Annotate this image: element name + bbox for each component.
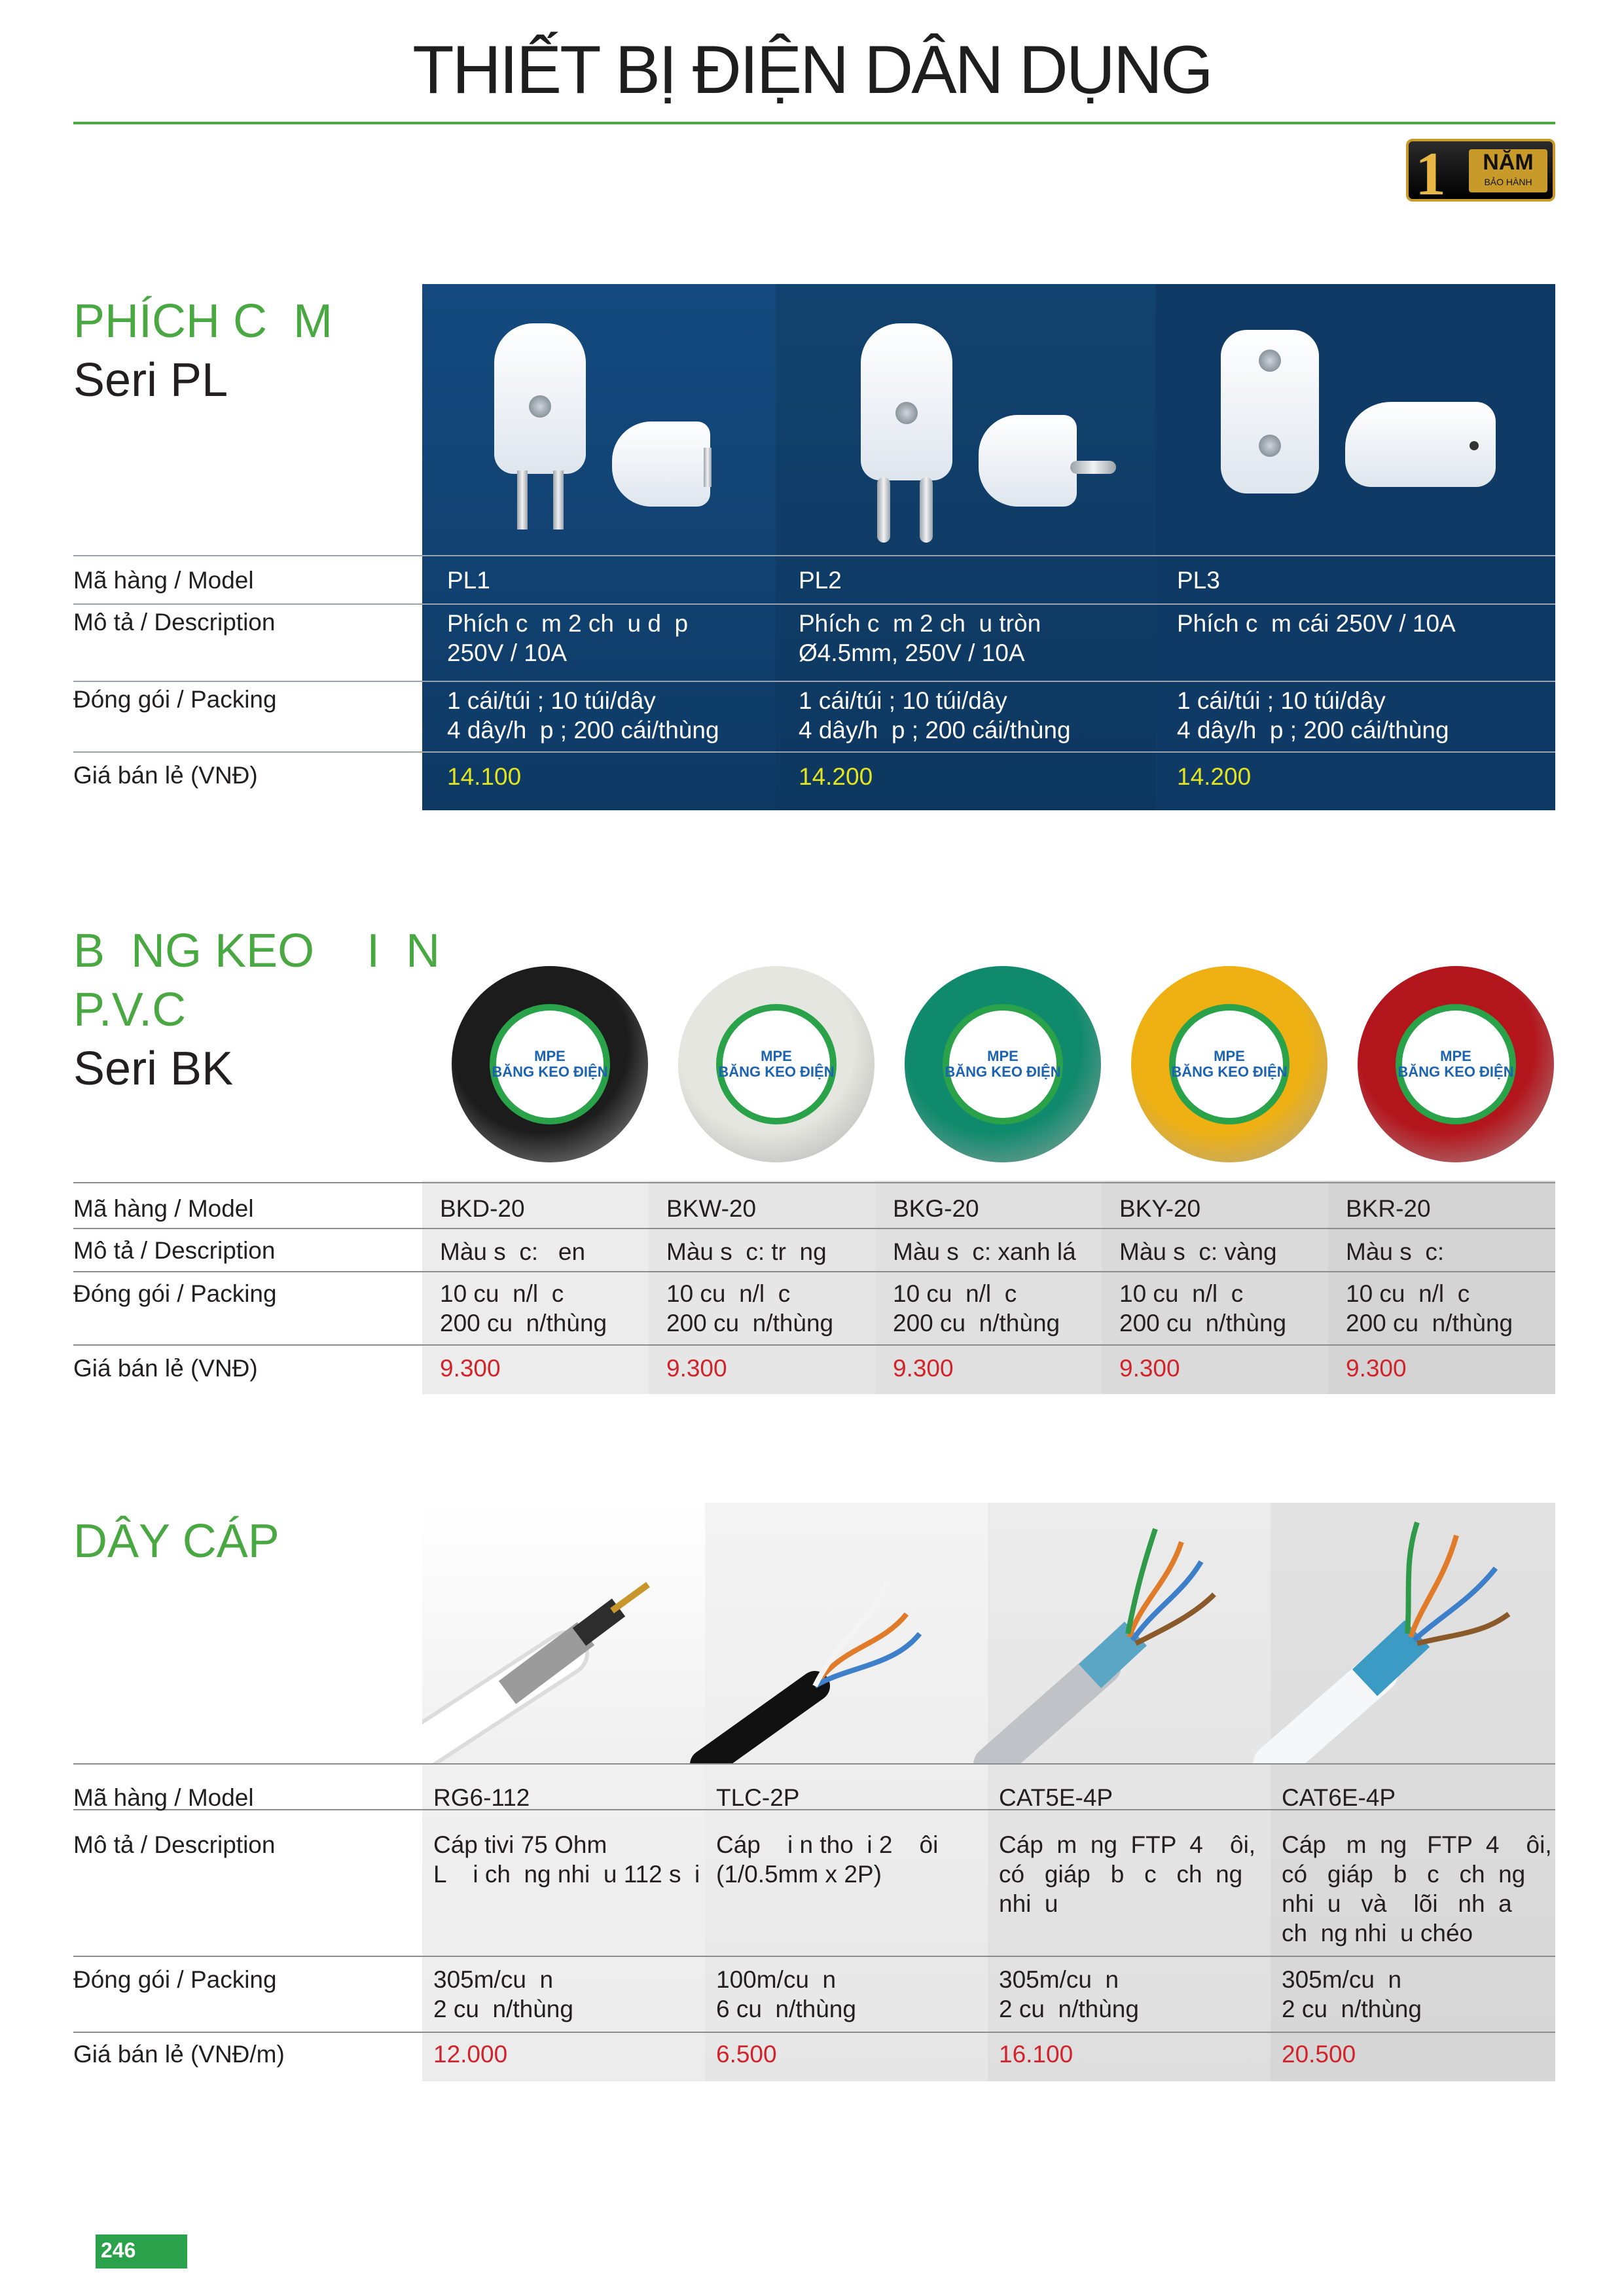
cable-row-divider (73, 2032, 1555, 2033)
product-image-cat6e (1273, 1522, 1509, 1765)
warranty-years: 1 (1415, 140, 1446, 208)
product-image-bkg (905, 966, 1101, 1162)
tape-label-description: Mô tả / Description (73, 1237, 276, 1264)
product-packing: 305m/cu n 2 cu n/thùng (1282, 1966, 1422, 2022)
product-image-pl2 (821, 310, 1110, 559)
product-description: Màu s c: tr ng (666, 1238, 827, 1265)
product-packing: 1 cái/túi ; 10 túi/dây 4 dây/h p ; 200 cái/thùng (447, 687, 719, 744)
product-model: BKY-20 (1119, 1195, 1201, 1222)
product-description: Màu s c: (1346, 1238, 1445, 1265)
product-description: Cáp i n tho i 2 ôi (1/0.5mm x 2P) (716, 1831, 939, 1888)
product-price: 20.500 (1282, 2041, 1356, 2068)
warranty-unit: NĂM (1483, 150, 1534, 175)
section-cable-title: DÂY CÁP (73, 1515, 280, 1568)
product-description: Cáp m ng FTP 4 ôi, có giáp b c ch ng nhi u (999, 1831, 1256, 1917)
product-model: CAT5E-4P (999, 1784, 1113, 1811)
product-description: Phích c m cái 250V / 10A (1177, 610, 1456, 637)
product-packing: 10 cu n/l c 200 cu n/thùng (666, 1280, 834, 1336)
product-packing: 1 cái/túi ; 10 túi/dây 4 dây/h p ; 200 cái/thùng (1177, 687, 1449, 744)
product-model: CAT6E-4P (1282, 1784, 1396, 1811)
section-plugs-title: PHÍCH C M (73, 295, 333, 348)
product-description: Phích c m 2 ch u tròn Ø4.5mm, 250V / 10A (799, 610, 1041, 666)
product-image-pl1 (468, 310, 743, 552)
title-divider (73, 122, 1555, 124)
product-description: Màu s c: en (440, 1238, 586, 1265)
product-description: Cáp m ng FTP 4 ôi, có giáp b c ch ng nhi u và lõi nh a ch ng nhi u chéo (1282, 1831, 1552, 1946)
page-number: 246 (101, 2238, 136, 2262)
product-packing: 10 cu n/l c 200 cu n/thùng (893, 1280, 1060, 1336)
product-model: BKW-20 (666, 1195, 757, 1222)
cable-label-packing: Đóng gói / Packing (73, 1966, 277, 1993)
product-packing: 10 cu n/l c 200 cu n/thùng (1119, 1280, 1287, 1336)
product-image-bkw (678, 966, 875, 1162)
tape-label-packing: Đóng gói / Packing (73, 1280, 277, 1307)
tape-label: MPE BĂNG KEO ĐIỆN (1398, 1048, 1514, 1080)
tape-row-divider (73, 1271, 1555, 1272)
product-image-bkd (452, 966, 648, 1162)
product-image-pl3 (1188, 310, 1515, 533)
product-model: TLC-2P (716, 1784, 800, 1811)
product-price: 14.100 (447, 763, 522, 790)
cable-label-price: Giá bán lẻ (VNĐ/m) (73, 2041, 285, 2068)
product-description: Màu s c: vàng (1119, 1238, 1277, 1265)
plugs-label-packing: Đóng gói / Packing (73, 686, 277, 713)
product-packing: 100m/cu n 6 cu n/thùng (716, 1966, 856, 2022)
cable-label-description: Mô tả / Description (73, 1831, 276, 1858)
plugs-label-price: Giá bán lẻ (VNĐ) (73, 762, 258, 789)
plugs-row-divider (73, 681, 1555, 682)
product-description: Màu s c: xanh lá (893, 1238, 1076, 1265)
tape-label: MPE BĂNG KEO ĐIỆN (718, 1048, 835, 1080)
product-price: 6.500 (716, 2041, 777, 2068)
section-tape-series: Seri BK (73, 1043, 234, 1095)
product-price: 9.300 (893, 1355, 954, 1382)
warranty-badge (1406, 139, 1555, 208)
plugs-row-divider (73, 751, 1555, 753)
product-price: 9.300 (1346, 1355, 1407, 1382)
product-price: 14.200 (1177, 763, 1252, 790)
product-model: BKD-20 (440, 1195, 525, 1222)
page-title: THIẾT BỊ ĐIỆN DÂN DỤNG (412, 32, 1212, 108)
product-image-rg6 (422, 1585, 648, 1751)
tape-label-price: Giá bán lẻ (VNĐ) (73, 1355, 258, 1382)
product-image-tlc (705, 1581, 920, 1765)
product-packing: 1 cái/túi ; 10 túi/dây 4 dây/h p ; 200 cái/thùng (799, 687, 1071, 744)
section-tape-title: B NG KEO I N P.V.C (73, 925, 441, 1036)
plugs-label-description: Mô tả / Description (73, 609, 276, 636)
product-image-bkr (1358, 966, 1554, 1162)
product-model: BKG-20 (893, 1195, 979, 1222)
cable-row-divider (73, 1956, 1555, 1957)
plugs-row-divider (73, 555, 1555, 556)
product-description: Phích c m 2 ch u d p 250V / 10A (447, 610, 689, 666)
tape-label: MPE BĂNG KEO ĐIỆN (1171, 1048, 1288, 1080)
product-model: RG6-112 (433, 1784, 530, 1811)
product-packing: 10 cu n/l c 200 cu n/thùng (1346, 1280, 1513, 1336)
cable-label-model: Mã hàng / Model (73, 1784, 254, 1811)
product-packing: 305m/cu n 2 cu n/thùng (999, 1966, 1139, 2022)
section-plugs-series: Seri PL (73, 354, 228, 406)
cable-row-divider (73, 1763, 1555, 1765)
plugs-row-divider (73, 603, 1555, 605)
product-model: PL3 (1177, 567, 1220, 594)
tape-row-divider (73, 1182, 1555, 1183)
product-price: 12.000 (433, 2041, 508, 2068)
cable-illustrations (422, 1503, 1555, 1765)
plugs-label-model: Mã hàng / Model (73, 567, 254, 594)
product-price: 9.300 (666, 1355, 727, 1382)
product-model: PL1 (447, 567, 490, 594)
page-number-badge (96, 2234, 187, 2269)
tape-label: MPE BĂNG KEO ĐIỆN (492, 1048, 608, 1080)
tape-row-divider (73, 1344, 1555, 1346)
product-model: PL2 (799, 567, 842, 594)
product-model: BKR-20 (1346, 1195, 1431, 1222)
product-description: Cáp tivi 75 Ohm L i ch ng nhi u 112 s i (433, 1831, 700, 1888)
product-price: 14.200 (799, 763, 873, 790)
product-packing: 305m/cu n 2 cu n/thùng (433, 1966, 573, 2022)
product-image-cat5e (992, 1529, 1214, 1765)
tape-row-divider (73, 1228, 1555, 1229)
tape-label-model: Mã hàng / Model (73, 1195, 254, 1222)
product-price: 16.100 (999, 2041, 1074, 2068)
product-price: 9.300 (440, 1355, 501, 1382)
product-packing: 10 cu n/l c 200 cu n/thùng (440, 1280, 607, 1336)
product-price: 9.300 (1119, 1355, 1180, 1382)
tape-label: MPE BĂNG KEO ĐIỆN (945, 1048, 1061, 1080)
warranty-text: BẢO HÀNH (1484, 177, 1532, 187)
product-image-bky (1131, 966, 1327, 1162)
